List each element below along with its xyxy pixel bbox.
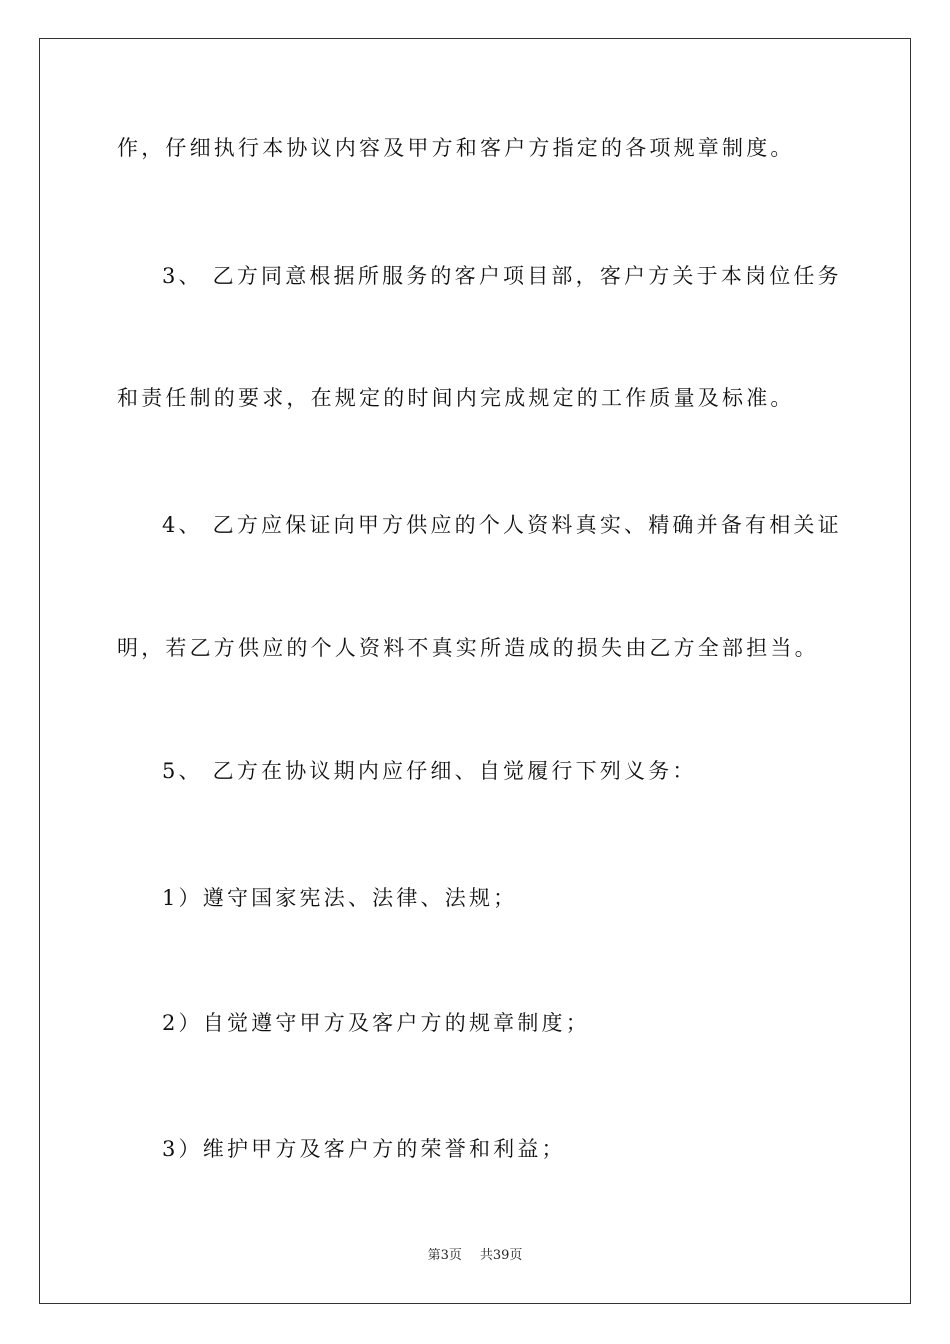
list-item-1: 1）遵守国家宪法、法律、法规；	[162, 886, 518, 910]
list-item-2: 2）自觉遵守甲方及客户方的规章制度；	[162, 1011, 590, 1035]
total-pages: 共39页	[479, 1248, 523, 1263]
paragraph-line-4: 4、 乙方应保证向甲方供应的个人资料真实、精确并备有相关证	[162, 513, 842, 537]
paragraph-line-3: 和责任制的要求，在规定的时间内完成规定的工作质量及标准。	[117, 386, 795, 410]
paragraph-line-2: 3、 乙方同意根据所服务的客户项目部，客户方关于本岗位任务	[162, 264, 842, 288]
paragraph-line-6: 5、 乙方在协议期内应仔细、自觉履行下列义务：	[162, 759, 697, 783]
paragraph-line-5: 明，若乙方供应的个人资料不真实所造成的损失由乙方全部担当。	[117, 636, 819, 660]
page-footer	[0, 1248, 950, 1264]
paragraph-line-1: 作，仔细执行本协议内容及甲方和客户方指定的各项规章制度。	[117, 136, 795, 160]
page-number: 第3页	[427, 1248, 462, 1263]
page-border	[39, 38, 911, 1304]
list-item-3: 3）维护甲方及客户方的荣誉和利益；	[162, 1137, 566, 1161]
